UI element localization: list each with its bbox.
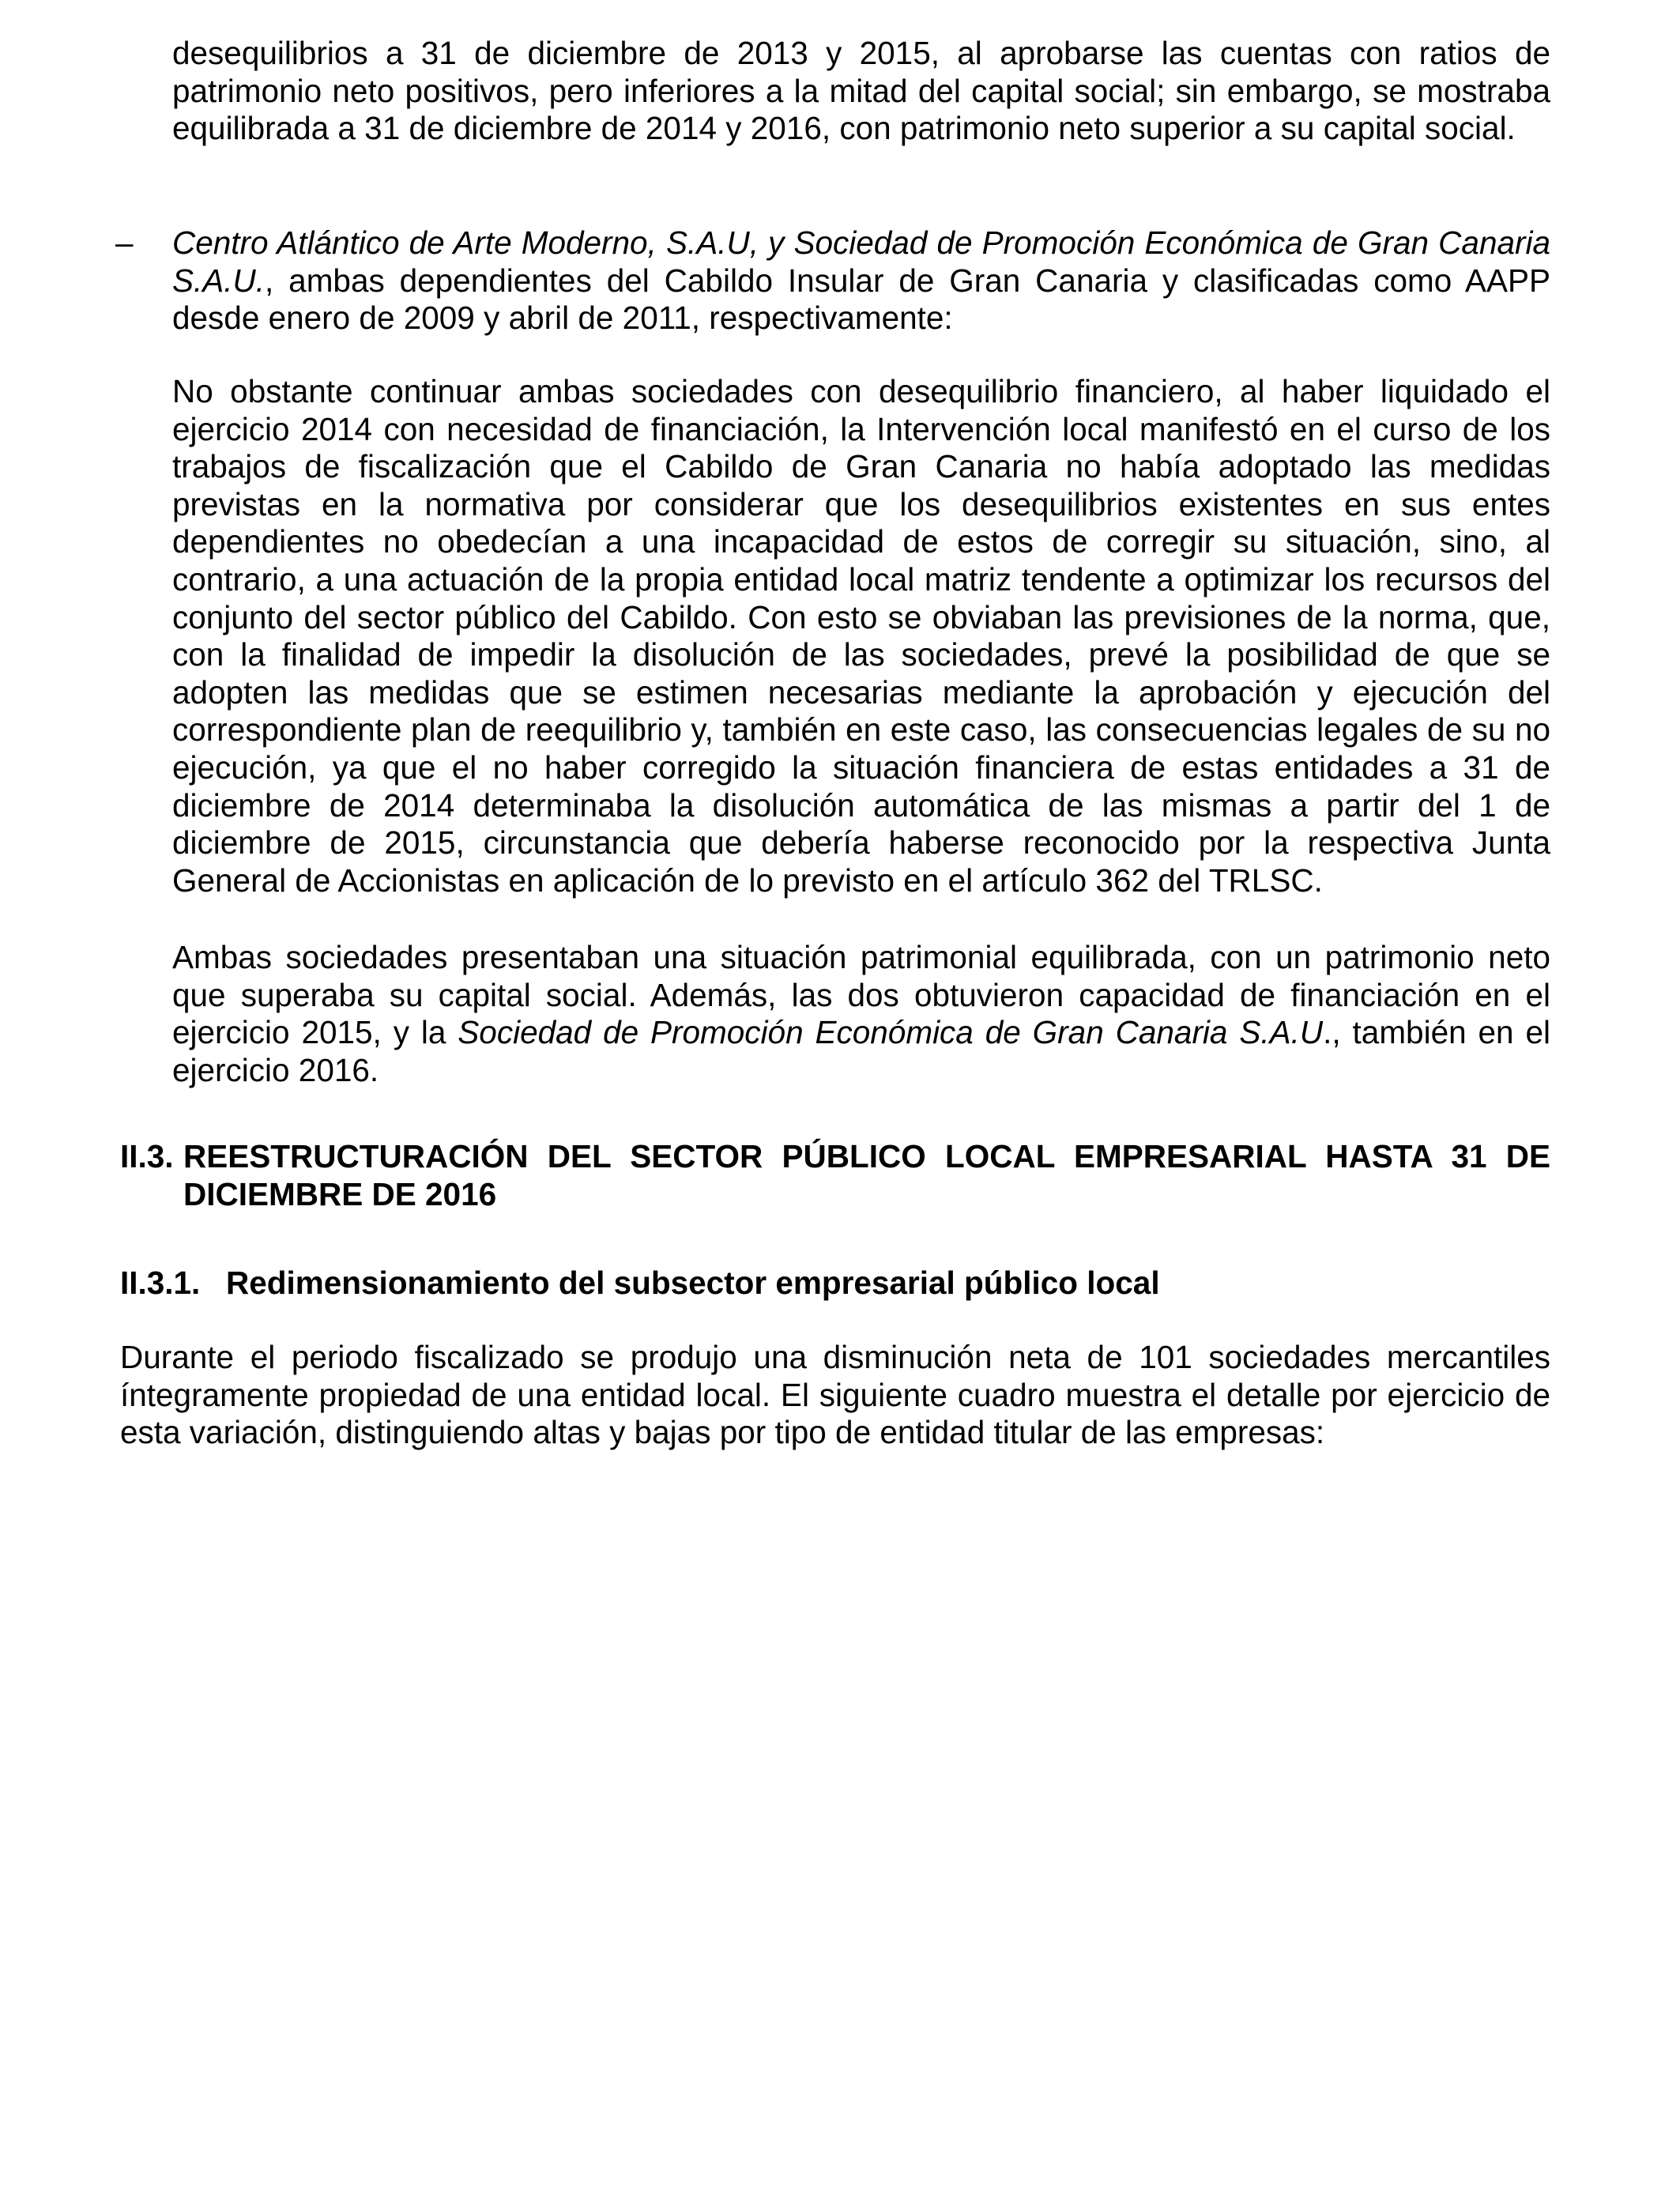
- section-heading: [0, 1138, 1680, 1217]
- subsection-heading-number: II.3.1.: [120, 1265, 201, 1301]
- paragraph-durante: Durante el periodo fiscalizado se produjo una disminución neta de 101 sociedades mercantiles íntegramente propiedad de una entidad local. El siguiente cuadro muestra el detalle por ejercicio de esta variación, distinguiendo altas y bajas por tipo de entidad titular de las empresas:: [120, 1339, 1550, 1451]
- bullet-dash: –: [115, 224, 134, 261]
- paragraph-continuation: desequilibrios a 31 de diciembre de 2013 y 2015, al aprobarse las cuentas con ratios de patrimonio neto positivos, pero inferiores a la mitad del capital social; sin embargo, se mostraba equilibrada a 31 de diciembre de 2014 y 2016, con patrimonio neto superior a su capital social.: [172, 35, 1550, 147]
- paragraph-ambas-italic: Sociedad de Promoción Económica de Gran Canaria S.A.U: [458, 1014, 1324, 1051]
- section-heading-title: REESTRUCTURACIÓN DEL SECTOR PÚBLICO LOCAL EMPRESARIAL HASTA 31 DE DICIEMBRE DE 2016: [183, 1138, 1550, 1212]
- paragraph-ambas-end: ., también en el ejercicio 2016.: [172, 1014, 1550, 1088]
- paragraph-no-obstante: No obstante continuar ambas sociedades con desequilibrio financiero, al haber liquidado el ejercicio 2014 con necesidad de financiación, la Intervención local manifestó en el curso de los trabajos de fiscalización que el Cabildo de Gran Canaria no había adoptado las medidas previstas en la normativa por considerar que los desequilibrios existentes en sus entes dependientes no obedecían a una incapacidad de estos de corregir su situación, sino, al contrario, a una actuación de la propia entidad local matriz tendente a optimizar los recursos del conjunto del sector público del Cabildo. Con esto se obviaban las previsiones de la norma, que, con la finalidad de impedir la disolución de las sociedades, prevé la posibilidad de que se adopten las medidas que se estimen necesarias mediante la aprobación y ejecución del correspondiente plan de reequilibrio y, también en este caso, las consecuencias legales de su no ejecución, ya que el no haber corregido la situación financiera de estas entidades a 31 de diciembre de 2014 determinaba la disolución automática de las mismas a partir del 1 de diciembre de 2015, circunstancia que debería haberse reconocido por la respectiva Junta General de Accionistas en aplicación de lo previsto en el artículo 362 del TRLSC.: [172, 373, 1550, 899]
- subsection-heading: [0, 1265, 1680, 1304]
- bullet-paragraph: [172, 224, 1550, 337]
- section-heading-number: II.3.: [120, 1138, 174, 1174]
- subsection-heading-title: Redimensionamiento del subsector empresarial público local: [226, 1265, 1160, 1301]
- paragraph-ambas-text: Ambas sociedades presentaban una situación patrimonial equilibrada, con un patrimonio neto que superaba su capital social. Además, las dos obtuvieron capacidad de financiación en el ejercicio 2015, y la: [172, 939, 1550, 1051]
- bullet-paragraph-rest: , ambas dependientes del Cabildo Insular de Gran Canaria y clasificadas como AAPP desde enero de 2009 y abril de 2011, respectivamente:: [172, 262, 1550, 337]
- bullet-entities-italic: Centro Atlántico de Arte Moderno, S.A.U, y Sociedad de Promoción Económica de Gran Canaria S.A.U.: [172, 224, 1550, 299]
- paragraph-ambas: [172, 939, 1550, 1089]
